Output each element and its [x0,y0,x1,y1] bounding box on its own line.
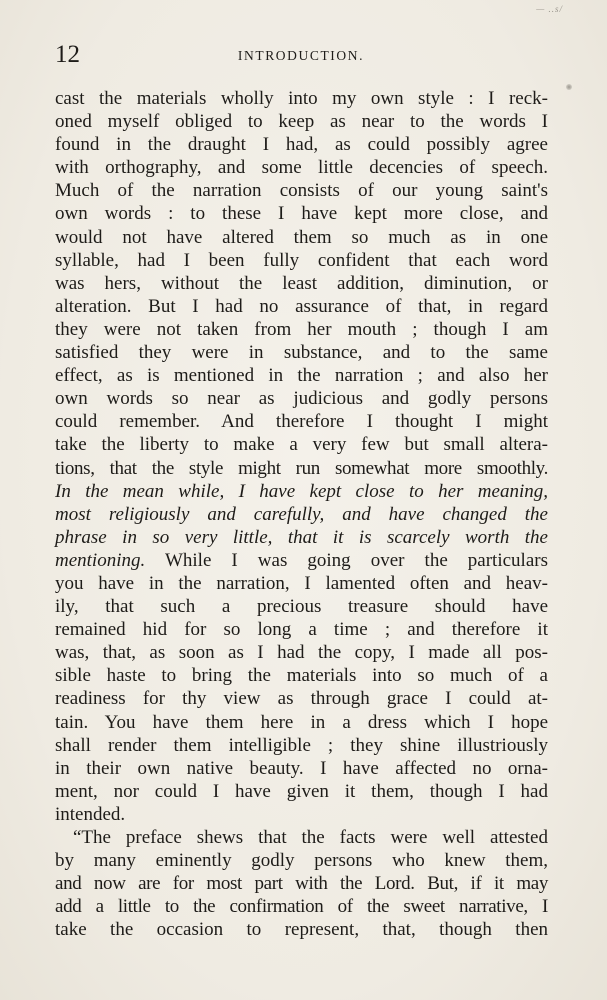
text-line: found in the draught I had, as could possibly agree [55,134,548,156]
text-line: intended. [55,803,126,825]
text-line: in their own native beauty. I have affected no orna- [55,757,548,779]
text-line: you have in the narration, I lamented often and heav- [55,572,548,594]
text-line-italic: phrase in so very little, that it is scarcely worth the [55,526,548,548]
page-number: 12 [55,41,80,68]
text-line: add a little to the confirmation of the sweet narrative, I [55,896,548,918]
text-line: by many eminently godly persons who knew them, [55,850,548,872]
text-line: ily, that such a precious treasure should have [55,596,548,618]
text-line: take the occasion to represent, that, though then [55,919,548,941]
text-line: would not have altered them so much as in one [55,226,548,248]
text-line: sible haste to bring the materials into so much of a [55,665,548,687]
text-line: alteration. But I had no assurance of that, in regard [55,295,548,317]
text-line: satisfied they were in substance, and to the same [55,342,548,364]
text-line: oned myself obliged to keep as near to the words I [55,111,548,133]
corner-scribble: — ..s/ [536,4,563,14]
text-line: own words : to these I have kept more close, and [55,203,548,225]
text-line: was hers, without the least addition, diminution, or [55,272,548,294]
text-line: “The preface shews that the facts were well attested [73,827,548,848]
running-head: INTRODUCTION. [237,48,365,63]
text-line: shall render them intelligible ; they shine illustriously [55,734,548,756]
text-line: tions, that the style might run somewhat more smoothly. [55,457,548,479]
text-line: effect, as is mentioned in the narration ; and also her [55,365,548,387]
text-line: readiness for thy view as through grace I could at- [55,688,548,710]
page-header [55,40,547,70]
text-line: syllable, had I been fully confident that each word [55,249,548,271]
text-line-mixed: mentioning. While I was going over the particulars [55,549,548,571]
text-line: cast the materials wholly into my own style : I reck- [55,88,548,109]
text-line: they were not taken from her mouth ; though I am [55,318,548,340]
text-line: ment, nor could I have given it them, though I had [55,780,548,802]
body-text [55,87,548,941]
text-line: was, that, as soon as I had the copy, I made all pos- [55,642,548,664]
text-line: with orthography, and some little decencies of speech. [55,157,548,179]
text-line: remained hid for so long a time ; and therefore it [55,619,548,641]
text-line: Much of the narration consists of our young saint's [55,180,548,202]
text-line-italic: In the mean while, I have kept close to her meaning, [55,480,548,502]
ink-speck [566,84,572,90]
text-line: take the liberty to make a very few but small altera- [55,434,548,456]
text-line-italic: most religiously and carefully, and have changed the [55,503,548,525]
text-line: own words so near as judicious and godly persons [55,388,548,410]
text-line: and now are for most part with the Lord. But, if it may [55,873,548,895]
text-line: tain. You have them here in a dress which I hope [55,711,548,733]
text-line: could remember. And therefore I thought I might [55,411,548,433]
